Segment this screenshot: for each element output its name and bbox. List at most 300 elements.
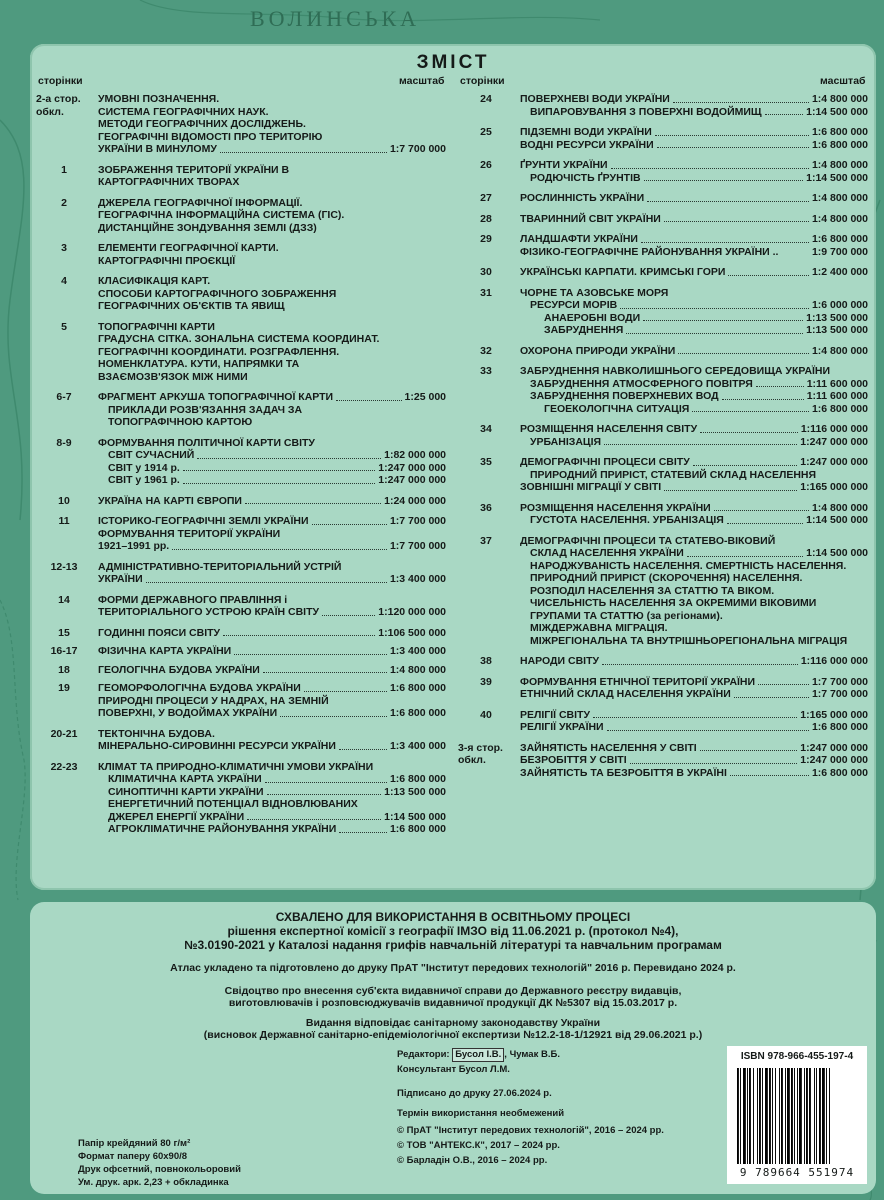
toc-line-title: УРБАНІЗАЦІЯ bbox=[530, 435, 602, 448]
toc-line-title: ГЕОГРАФІЧНИХ ОБ'ЄКТІВ ТА ЯВИЩ bbox=[98, 300, 285, 312]
toc-line-scale: 1:106 500 000 bbox=[378, 626, 446, 639]
toc-line-title: ЛАНДШАФТИ УКРАЇНИ bbox=[520, 233, 638, 245]
paper-line-2: Формат паперу 60х90/8 bbox=[78, 1151, 188, 1162]
toc-line bbox=[98, 131, 446, 144]
toc-line bbox=[98, 371, 446, 384]
isbn-barcode-box bbox=[727, 1046, 867, 1184]
toc-line bbox=[98, 740, 446, 753]
dot-leader bbox=[234, 654, 387, 655]
dot-leader bbox=[734, 697, 809, 698]
toc-line-title: ГЕОЛОГІЧНА БУДОВА УКРАЇНИ bbox=[98, 663, 260, 676]
toc-line-title: ЕНЕРГЕТИЧНИЙ ПОТЕНЦІАЛ ВІДНОВЛЮВАНИХ bbox=[108, 798, 358, 810]
toc-line bbox=[98, 823, 446, 836]
toc-line bbox=[520, 365, 868, 378]
toc-line-title: ПРИРОДНИЙ ПРИРІСТ (СКОРОЧЕННЯ) НАСЕЛЕННЯ. bbox=[530, 572, 803, 584]
toc-entry bbox=[36, 645, 446, 658]
dot-leader bbox=[626, 333, 803, 334]
toc-page-number: 8-9 bbox=[56, 436, 72, 449]
toc-line bbox=[520, 299, 868, 312]
toc-line-title: ПОВЕРХНЕВІ ВОДИ УКРАЇНИ bbox=[520, 93, 670, 105]
dot-leader bbox=[593, 717, 797, 718]
toc-page-number: 3 bbox=[61, 242, 67, 254]
toc-line-title: ГУСТОТА НАСЕЛЕННЯ. УРБАНІЗАЦІЯ bbox=[530, 514, 724, 526]
isbn-number: ISBN 978-966-455-197-4 bbox=[740, 1051, 854, 1062]
term-line: Термін використання необмежений bbox=[397, 1108, 565, 1119]
toc-line-title: СИСТЕМА ГЕОГРАФІЧНИХ НАУК. bbox=[98, 105, 269, 118]
toc-line bbox=[98, 627, 446, 640]
toc-entry bbox=[458, 159, 868, 184]
dot-leader bbox=[678, 353, 809, 354]
toc-line-scale: 1:6 800 000 bbox=[811, 402, 868, 415]
toc-line-title: ЧИСЕЛЬНІСТЬ НАСЕЛЕННЯ ЗА ОКРЕМИМИ ВІКОВИМИ bbox=[530, 597, 817, 609]
toc-line bbox=[98, 275, 446, 288]
toc-line bbox=[520, 481, 868, 494]
toc-line bbox=[98, 786, 446, 799]
toc-line-title: ТОПОГРАФІЧНОЮ КАРТОЮ bbox=[108, 416, 253, 428]
copyright-line-3: © Барладін О.В., 2016 – 2024 рр. bbox=[397, 1155, 548, 1166]
certificate-line-2: виготовлювачів і розповсюджувачів видавничої продукції ДК №5307 від 15.03.2017 р. bbox=[228, 997, 678, 1009]
toc-line-scale: 1:247 000 000 bbox=[800, 456, 868, 468]
dot-leader bbox=[223, 635, 375, 636]
toc-line-title: ГОДИННІ ПОЯСИ СВІТУ bbox=[98, 626, 221, 639]
dot-leader bbox=[687, 556, 803, 557]
toc-line-title: РОЗМІЩЕННЯ НАСЕЛЕННЯ СВІТУ bbox=[520, 423, 698, 435]
toc-line-title: ДИСТАНЦІЙНЕ ЗОНДУВАННЯ ЗЕМЛІ (ДЗЗ) bbox=[98, 221, 317, 234]
toc-line-title: СВІТ СУЧАСНИЙ bbox=[108, 449, 195, 461]
toc-entry bbox=[458, 365, 868, 415]
toc-page-number: 16-17 bbox=[50, 645, 78, 657]
toc-line bbox=[520, 423, 868, 436]
toc-line bbox=[520, 246, 868, 259]
toc-line-title: ІСТОРИКО-ГЕОГРАФІЧНІ ЗЕМЛІ УКРАЇНИ bbox=[98, 515, 309, 527]
toc-line-title: МІЖДЕРЖАВНА МІГРАЦІЯ. bbox=[530, 622, 668, 634]
toc-page-number: 18 bbox=[58, 663, 70, 676]
approval-decision: рішення експертної комісії з географії ІМЗО від 11.06.2021 р. (протокол №4), bbox=[227, 924, 679, 938]
toc-line bbox=[98, 474, 446, 487]
toc-line-scale: 1:6 000 000 bbox=[811, 299, 868, 311]
toc-line-scale: 1:14 500 000 bbox=[806, 514, 868, 526]
dot-leader bbox=[336, 400, 401, 401]
toc-page-number: 12-13 bbox=[50, 560, 78, 573]
toc-line-title: ДЕМОГРАФІЧНІ ПРОЦЕСИ СВІТУ bbox=[520, 456, 690, 468]
toc-line-title: ДЖЕРЕЛ ЕНЕРГІЇ УКРАЇНИ bbox=[108, 810, 245, 823]
toc-line-title: 1921–1991 рр. bbox=[98, 540, 170, 552]
dot-leader bbox=[693, 465, 798, 466]
dot-leader bbox=[673, 102, 809, 103]
toc-page-number: 5 bbox=[61, 320, 67, 333]
toc-line bbox=[98, 606, 446, 619]
toc-line-title: ЗАЙНЯТІСТЬ ТА БЕЗРОБІТТЯ В УКРАЇНІ bbox=[520, 766, 727, 779]
prepared-note: Атлас укладено та підготовлено до друку ПрАТ "Інститут передових технологій" 2016 р. Перевидано 2024 р. bbox=[170, 962, 736, 974]
toc-line bbox=[520, 312, 868, 325]
toc-line-scale: 1:6 800 000 bbox=[389, 773, 446, 785]
consultant-line: Консультант Бусол Л.М. bbox=[397, 1064, 510, 1075]
toc-entry bbox=[458, 535, 868, 648]
toc-line bbox=[98, 495, 446, 508]
copyright-line-1: © ПрАТ "Інститут передових технологій", 2016 – 2024 рр. bbox=[397, 1125, 664, 1136]
sanitary-line-2: (висновок Державної санітарно-епідеміологічної експертизи №12.2-18-1/12921 від 29.06.2021 р.) bbox=[203, 1029, 703, 1041]
toc-line-scale: 1:6 800 000 bbox=[811, 126, 868, 138]
toc-entry bbox=[458, 192, 868, 205]
toc-line bbox=[520, 456, 868, 469]
toc-line-title: ГЕОЕКОЛОГІЧНА СИТУАЦІЯ bbox=[544, 402, 690, 415]
dot-leader bbox=[602, 664, 798, 665]
toc-entry bbox=[458, 233, 868, 258]
toc-entry bbox=[36, 93, 446, 156]
toc-line-scale: 1:247 000 000 bbox=[378, 461, 446, 474]
toc-line bbox=[520, 345, 868, 358]
toc-page-number: 1 bbox=[61, 163, 67, 176]
toc-line-title: РОСЛИННІСТЬ УКРАЇНИ bbox=[520, 192, 645, 204]
toc-line-scale: 1:116 000 000 bbox=[800, 423, 868, 435]
toc-entry bbox=[36, 627, 446, 640]
toc-entry bbox=[36, 682, 446, 720]
toc-entry bbox=[458, 93, 868, 118]
toc-line-title: РОЗМІЩЕННЯ НАСЕЛЕННЯ УКРАЇНИ bbox=[520, 501, 711, 514]
toc-line bbox=[98, 540, 446, 553]
toc-line bbox=[98, 118, 446, 131]
toc-page-number: 28 bbox=[480, 212, 492, 225]
toc-line bbox=[520, 266, 868, 279]
toc-line bbox=[520, 390, 868, 403]
toc-line-title: ФІЗИЧНА КАРТА УКРАЇНИ bbox=[98, 645, 232, 657]
toc-line-title: ВЗАЄМОЗВ'ЯЗОК МІЖ НИМИ bbox=[98, 370, 248, 383]
toc-line bbox=[98, 573, 446, 586]
toc-page-number: 37 bbox=[480, 534, 492, 547]
toc-line-title: ГЕОГРАФІЧНІ КООРДИНАТИ. РОЗГРАФЛЕННЯ. bbox=[98, 345, 340, 358]
toc-entry bbox=[36, 594, 446, 619]
editor-second: , Чумак В.Б. bbox=[504, 1049, 560, 1060]
approval-heading: СХВАЛЕНО ДЛЯ ВИКОРИСТАННЯ В ОСВІТНЬОМУ ПРОЦЕСІ bbox=[275, 910, 631, 924]
toc-line-title: ОХОРОНА ПРИРОДИ УКРАЇНИ bbox=[520, 344, 676, 357]
toc-page-number: 40 bbox=[480, 708, 492, 721]
toc-page-number: 11 bbox=[58, 515, 70, 527]
toc-entry bbox=[458, 287, 868, 337]
toc-line bbox=[98, 773, 446, 786]
dot-leader bbox=[607, 730, 809, 731]
dot-leader bbox=[197, 458, 381, 459]
toc-entry bbox=[36, 515, 446, 553]
toc-line-title: РОЗПОДІЛ НАСЕЛЕННЯ ЗА СТАТТЮ ТА ВІКОМ. bbox=[530, 584, 775, 597]
toc-entry bbox=[458, 423, 868, 448]
toc-page-number: 15 bbox=[58, 626, 70, 639]
toc-entry bbox=[36, 561, 446, 586]
toc-line-title: ЗАБРУДНЕННЯ bbox=[544, 324, 624, 336]
dot-leader bbox=[641, 242, 809, 243]
toc-line-scale: 1:7 700 000 bbox=[811, 675, 868, 688]
toc-line-title: ЕТНІЧНИЙ СКЛАД НАСЕЛЕННЯ УКРАЇНИ bbox=[520, 688, 731, 700]
toc-page-number: 33 bbox=[480, 365, 492, 377]
toc-line bbox=[520, 597, 868, 610]
toc-line bbox=[98, 93, 446, 106]
toc-entry bbox=[36, 761, 446, 836]
dot-leader bbox=[664, 221, 809, 222]
toc-line-scale: 1:6 800 000 bbox=[389, 682, 446, 694]
toc-page-number: 32 bbox=[480, 344, 492, 357]
toc-line bbox=[98, 594, 446, 607]
toc-entry bbox=[458, 213, 868, 226]
toc-line-title: СКЛАД НАСЕЛЕННЯ УКРАЇНИ bbox=[530, 547, 684, 559]
toc-line-title: ҐРУНТИ УКРАЇНИ bbox=[520, 159, 608, 171]
paper-line-4: Ум. друк. арк. 2,23 + обкладинка bbox=[78, 1177, 229, 1188]
dot-leader bbox=[339, 832, 387, 833]
toc-line bbox=[520, 572, 868, 585]
toc-line-title: МІЖРЕГІОНАЛЬНА ТА ВНУТРІШНЬОРЕГІОНАЛЬНА МІГРАЦІЯ bbox=[530, 634, 848, 647]
toc-line bbox=[98, 358, 446, 371]
toc-line-title: УКРАЇНА НА КАРТІ ЄВРОПИ bbox=[98, 494, 242, 507]
toc-line-title: ГЕОМОРФОЛОГІЧНА БУДОВА УКРАЇНИ bbox=[98, 682, 301, 694]
toc-line-scale: 1:9 700 000 bbox=[811, 245, 868, 258]
dot-leader bbox=[714, 510, 809, 511]
toc-line-title: ЗАБРУДНЕННЯ НАВКОЛИШНЬОГО СЕРЕДОВИЩА УКРАЇНИ bbox=[520, 365, 831, 377]
toc-line-scale: 1:82 000 000 bbox=[384, 449, 446, 461]
pages-header-right: сторінки bbox=[460, 75, 505, 87]
toc-line-title: ВОДНІ РЕСУРСИ УКРАЇНИ bbox=[520, 138, 654, 151]
toc-line-scale: 1:11 600 000 bbox=[806, 377, 868, 390]
toc-line-scale: 1:13 500 000 bbox=[806, 324, 868, 336]
toc-line-scale: 1:247 000 000 bbox=[800, 754, 868, 766]
toc-left-column bbox=[36, 93, 446, 844]
toc-page-number: 14 bbox=[58, 593, 70, 606]
dot-leader bbox=[265, 782, 387, 783]
toc-line-scale: 1:4 800 000 bbox=[811, 344, 868, 357]
toc-line bbox=[98, 449, 446, 462]
dot-leader bbox=[647, 201, 809, 202]
toc-entry bbox=[36, 437, 446, 487]
toc-line bbox=[520, 378, 868, 391]
toc-line-title: ЗОВНІШНІ МІГРАЦІЇ У СВІТІ bbox=[520, 481, 662, 493]
toc-page-number: 34 bbox=[480, 423, 492, 435]
toc-line bbox=[520, 676, 868, 689]
toc-line bbox=[520, 213, 868, 226]
toc-page-number: 2 bbox=[61, 196, 67, 209]
toc-line bbox=[98, 437, 446, 450]
toc-entry bbox=[458, 742, 868, 780]
dot-leader bbox=[728, 275, 808, 276]
toc-line-title: НАРОДИ СВІТУ bbox=[520, 655, 600, 667]
toc-line bbox=[98, 391, 446, 404]
toc-line bbox=[520, 233, 868, 246]
toc-line-title: ТЕРИТОРІАЛЬНОГО УСТРОЮ КРАЇН СВІТУ bbox=[98, 606, 320, 618]
toc-line-title: УКРАЇНИ В МИНУЛОМУ bbox=[98, 143, 217, 155]
toc-line bbox=[520, 126, 868, 139]
toc-line-scale: 1:6 800 000 bbox=[811, 721, 868, 733]
toc-line-title: ФОРМУВАННЯ ЕТНІЧНОЇ ТЕРИТОРІЇ УКРАЇНИ bbox=[520, 675, 756, 688]
dot-leader bbox=[267, 794, 382, 795]
toc-line bbox=[98, 561, 446, 574]
toc-line-scale: 1:247 000 000 bbox=[800, 435, 868, 448]
toc-line bbox=[98, 707, 446, 720]
toc-line-scale: 1:6 800 000 bbox=[811, 233, 868, 245]
paper-line-1: Папір крейдяний 80 г/м² bbox=[78, 1138, 191, 1149]
barcode-number: 9 789664 551974 bbox=[739, 1166, 855, 1179]
toc-line-scale: 1:4 800 000 bbox=[811, 212, 868, 225]
toc-page-number: 26 bbox=[480, 159, 492, 171]
toc-line-scale: 1:14 500 000 bbox=[806, 105, 868, 118]
toc-line-title: СПОСОБИ КАРТОГРАФІЧНОГО ЗОБРАЖЕННЯ bbox=[98, 287, 337, 300]
dot-leader bbox=[758, 684, 809, 685]
toc-line-title: МЕТОДИ ГЕОГРАФІЧНИХ ДОСЛІДЖЕНЬ. bbox=[98, 118, 306, 130]
sanitary-line-1: Видання відповідає санітарному законодавству України bbox=[305, 1017, 601, 1029]
toc-entry bbox=[36, 391, 446, 429]
toc-line-scale: 1:7 700 000 bbox=[389, 515, 446, 527]
table-of-contents-panel bbox=[30, 44, 876, 890]
toc-line bbox=[98, 798, 446, 811]
dot-leader bbox=[172, 549, 387, 550]
toc-line bbox=[520, 436, 868, 449]
toc-line-scale: 1:14 500 000 bbox=[806, 171, 868, 184]
toc-line-title: ФРАГМЕНТ АРКУША ТОПОГРАФІЧНОЇ КАРТИ bbox=[98, 391, 334, 403]
toc-line-title: ЗАБРУДНЕННЯ ПОВЕРХНЕВИХ ВОД bbox=[530, 390, 719, 402]
dot-leader bbox=[245, 503, 381, 504]
dot-leader bbox=[765, 114, 803, 115]
editors-line bbox=[397, 1048, 560, 1062]
toc-line-title: ФІЗИКО-ГЕОГРАФІЧНЕ РАЙОНУВАННЯ УКРАЇНИ .. bbox=[520, 245, 779, 258]
toc-line bbox=[520, 547, 868, 560]
toc-line bbox=[520, 610, 868, 623]
toc-line-title: ТЕКТОНІЧНА БУДОВА. bbox=[98, 727, 215, 740]
toc-line bbox=[98, 695, 446, 708]
toc-entry bbox=[458, 709, 868, 734]
map-region-label: ВОЛИНСЬКА bbox=[250, 6, 421, 31]
dot-leader bbox=[183, 470, 375, 471]
toc-line-title: ФОРМУВАННЯ ТЕРИТОРІЇ УКРАЇНИ bbox=[98, 527, 281, 540]
toc-line-scale: 1:3 400 000 bbox=[389, 645, 446, 657]
toc-line bbox=[520, 192, 868, 205]
toc-line-scale: 1:13 500 000 bbox=[384, 785, 446, 798]
toc-entry bbox=[458, 456, 868, 494]
toc-line-scale: 1:3 400 000 bbox=[389, 740, 446, 752]
toc-line bbox=[520, 324, 868, 337]
toc-line-title: ПОВЕРХНІ, У ВОДОЙМАХ УКРАЇНИ bbox=[98, 707, 278, 719]
toc-line-title: НОМЕНКЛАТУРА. КУТИ, НАПРЯМКИ ТА bbox=[98, 358, 300, 370]
barcode-icon bbox=[735, 1068, 859, 1164]
toc-entry bbox=[458, 502, 868, 527]
publication-info-panel bbox=[30, 902, 876, 1194]
dot-leader bbox=[643, 320, 803, 321]
toc-line-title: ГЕОГРАФІЧНА ІНФОРМАЦІЙНА СИСТЕМА (ГІС). bbox=[98, 209, 345, 221]
dot-leader bbox=[700, 750, 798, 751]
toc-page-number: 10 bbox=[58, 494, 70, 507]
toc-line-title: КЛІМАТ ТА ПРИРОДНО-КЛІМАТИЧНІ УМОВИ УКРАЇНИ bbox=[98, 760, 374, 773]
toc-right-column bbox=[458, 93, 868, 787]
toc-entry bbox=[36, 728, 446, 753]
toc-line-title: ТВАРИННИЙ СВІТ УКРАЇНИ bbox=[520, 212, 661, 225]
dot-leader bbox=[304, 691, 387, 692]
toc-page-number: 31 bbox=[480, 286, 492, 299]
scale-header-right: масштаб bbox=[820, 75, 866, 87]
toc-line-title: АНАЕРОБНІ ВОДИ bbox=[544, 311, 641, 324]
toc-line bbox=[520, 721, 868, 734]
dot-leader bbox=[756, 386, 804, 387]
copyright-line-2: © ТОВ "АНТЕКС.К", 2017 – 2024 рр. bbox=[397, 1140, 560, 1151]
toc-line bbox=[98, 346, 446, 359]
toc-line-title: ЗАЙНЯТІСТЬ НАСЕЛЕННЯ У СВІТІ bbox=[520, 741, 697, 754]
toc-line-scale: 1:3 400 000 bbox=[389, 573, 446, 585]
toc-line-scale: 1:247 000 000 bbox=[378, 474, 446, 486]
toc-entry bbox=[36, 242, 446, 267]
dot-leader bbox=[280, 716, 387, 717]
toc-page-number: 24 bbox=[480, 93, 492, 105]
toc-line bbox=[98, 288, 446, 301]
toc-line-title: НАРОДЖУВАНІСТЬ НАСЕЛЕННЯ. СМЕРТНІСТЬ НАСЕЛЕННЯ. bbox=[530, 559, 847, 572]
toc-line-title: ЗОБРАЖЕННЯ ТЕРИТОРІЇ УКРАЇНИ В bbox=[98, 163, 290, 176]
toc-entry bbox=[458, 676, 868, 701]
dot-leader bbox=[611, 168, 809, 169]
toc-line bbox=[98, 645, 446, 658]
toc-line-scale: 1:4 800 000 bbox=[389, 663, 446, 676]
dot-leader bbox=[655, 135, 809, 136]
toc-line-scale: 1:14 500 000 bbox=[384, 810, 446, 823]
toc-entry bbox=[36, 321, 446, 384]
certificate-line-1: Свідоцтво про внесення суб'єкта видавничої справи до Державного реєстру видавців, bbox=[224, 985, 682, 997]
toc-line-title: МІНЕРАЛЬНО-СИРОВИННІ РЕСУРСИ УКРАЇНИ bbox=[98, 740, 336, 752]
toc-line bbox=[98, 333, 446, 346]
toc-page-number: 27 bbox=[480, 192, 492, 204]
dot-leader bbox=[664, 490, 797, 491]
toc-line-title: УКРАЇНСЬКІ КАРПАТИ. КРИМСЬКІ ГОРИ bbox=[520, 266, 726, 278]
toc-entry bbox=[36, 275, 446, 313]
toc-line bbox=[520, 106, 868, 119]
toc-line-title: СИНОПТИЧНІ КАРТИ УКРАЇНИ bbox=[108, 785, 264, 798]
toc-line bbox=[98, 143, 446, 156]
toc-line-title: РОДЮЧІСТЬ ҐРУНТІВ bbox=[530, 171, 641, 184]
toc-page-number: 22-23 bbox=[50, 760, 78, 773]
toc-line-title: РЕЛІГІЇ СВІТУ bbox=[520, 708, 591, 721]
toc-line bbox=[520, 635, 868, 648]
signed-line: Підписано до друку 27.06.2024 р. bbox=[397, 1088, 552, 1099]
toc-page-number: 4 bbox=[61, 275, 67, 287]
toc-line bbox=[520, 469, 868, 482]
toc-line bbox=[520, 655, 868, 668]
toc-line-scale: 1:4 800 000 bbox=[811, 192, 868, 204]
dot-leader bbox=[730, 775, 809, 776]
toc-line-title: ПРИРОДНИЙ ПРИРІСТ, СТАТЕВИЙ СКЛАД НАСЕЛЕННЯ bbox=[530, 468, 817, 481]
dot-leader bbox=[322, 615, 375, 616]
toc-line bbox=[520, 287, 868, 300]
toc-line bbox=[98, 222, 446, 235]
toc-page-number: 3-я стор. обкл. bbox=[458, 741, 503, 766]
toc-line-title: СВІТ у 1961 р. bbox=[108, 474, 180, 486]
toc-line-title: ДЖЕРЕЛА ГЕОГРАФІЧНОЇ ІНФОРМАЦІЇ. bbox=[98, 196, 303, 209]
toc-line-title: КЛІМАТИЧНА КАРТА УКРАЇНИ bbox=[108, 773, 262, 785]
toc-line-title: КАРТОГРАФІЧНІ ПРОЄКЦІЇ bbox=[98, 254, 236, 267]
toc-entry bbox=[458, 345, 868, 358]
toc-line bbox=[98, 106, 446, 119]
toc-line-title: ФОРМУВАННЯ ПОЛІТИЧНОЇ КАРТИ СВІТУ bbox=[98, 436, 315, 449]
dot-leader bbox=[247, 819, 381, 820]
toc-line-title: ФОРМИ ДЕРЖАВНОГО ПРАВЛІННЯ і bbox=[98, 593, 288, 606]
dot-leader bbox=[692, 411, 809, 412]
dot-leader bbox=[263, 672, 387, 673]
pages-header-left: сторінки bbox=[38, 75, 83, 87]
toc-line bbox=[520, 535, 868, 548]
toc-line bbox=[520, 403, 868, 416]
toc-line bbox=[98, 416, 446, 429]
toc-line bbox=[98, 682, 446, 695]
toc-line bbox=[520, 622, 868, 635]
approval-catalog: №3.0190-2021 у Каталозі надання грифів навчальній літературі та навчальним програмам bbox=[184, 938, 722, 952]
toc-line-scale: 1:7 700 000 bbox=[389, 143, 446, 155]
dot-leader bbox=[312, 524, 387, 525]
dot-leader bbox=[722, 399, 804, 400]
toc-line bbox=[520, 514, 868, 527]
toc-line-title: РЕСУРСИ МОРІВ bbox=[530, 299, 618, 311]
toc-line-scale: 1:247 000 000 bbox=[800, 741, 868, 754]
toc-line-scale: 1:116 000 000 bbox=[800, 655, 868, 667]
toc-page-number: 2-а стор. обкл. bbox=[36, 93, 81, 118]
toc-page-number: 30 bbox=[480, 266, 492, 278]
